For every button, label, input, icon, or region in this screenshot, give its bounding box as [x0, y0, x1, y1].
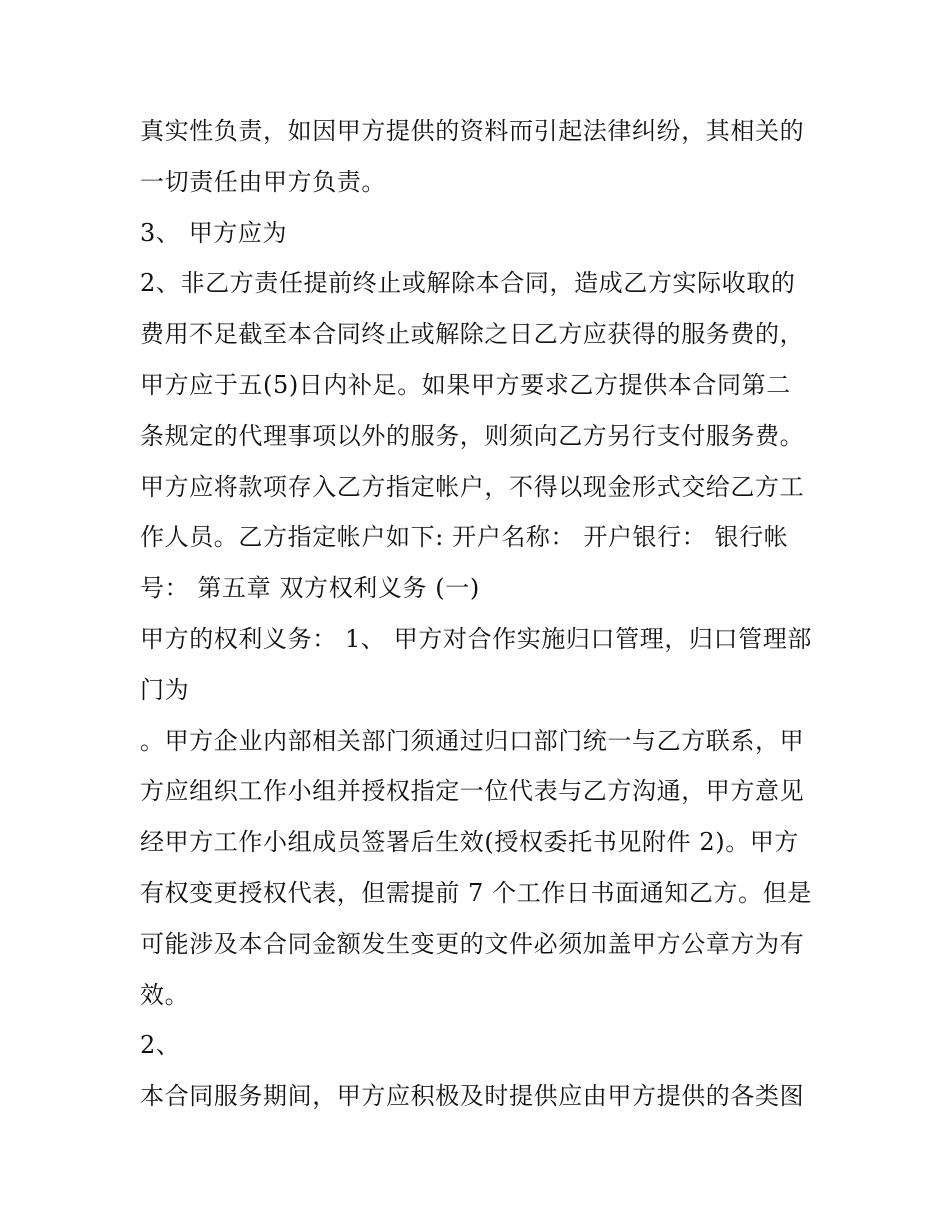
text-line: 号： 第五章 双方权利义务 (一): [140, 574, 480, 603]
text-line: 门为: [140, 675, 190, 704]
text-line: 一切责任由甲方负责。: [140, 167, 386, 196]
text-line: 甲方应于五(5)日内补足。如果甲方要求乙方提供本合同第二: [140, 370, 791, 399]
text-line: 方应组织工作小组并授权指定一位代表与乙方沟通，甲方意见: [140, 777, 805, 806]
text-line: 作人员。乙方指定帐户如下: 开户名称： 开户银行： 银行帐: [140, 523, 789, 552]
text-line: 2、非乙方责任提前终止或解除本合同，造成乙方实际收取的: [140, 269, 796, 298]
text-line: 真实性负责，如因甲方提供的资料而引起法律纠纷，其相关的: [140, 117, 805, 145]
text-line: 。甲方企业内部相关部门须通过归口部门统一与乙方联系，甲: [140, 726, 805, 755]
text-line: 甲方应将款项存入乙方指定帐户，不得以现金形式交给乙方工: [140, 472, 805, 501]
text-line: 可能涉及本合同金额发生变更的文件必须加盖甲方公章方为有: [140, 929, 805, 958]
text-line: 甲方的权利义务： 1、 甲方对合作实施归口管理，归口管理部: [140, 624, 812, 653]
text-line: 经甲方工作小组成员签署后生效(授权委托书见附件 2)。甲方: [140, 828, 800, 857]
text-line: 本合同服务期间，甲方应积极及时提供应由甲方提供的各类图: [140, 1082, 805, 1111]
text-line: 费用不足截至本合同终止或解除之日乙方应获得的服务费的，: [140, 320, 805, 349]
text-line: 条规定的代理事项以外的服务，则须向乙方另行支付服务费。: [140, 421, 805, 450]
text-line: 2、: [140, 1031, 181, 1060]
text-line: 有权变更授权代表，但需提前 7 个工作日书面通知乙方。但是: [140, 878, 812, 907]
text-line: 效。: [140, 980, 190, 1009]
text-line: 3、 甲方应为: [140, 218, 288, 247]
document-body: [140, 106, 820, 1122]
